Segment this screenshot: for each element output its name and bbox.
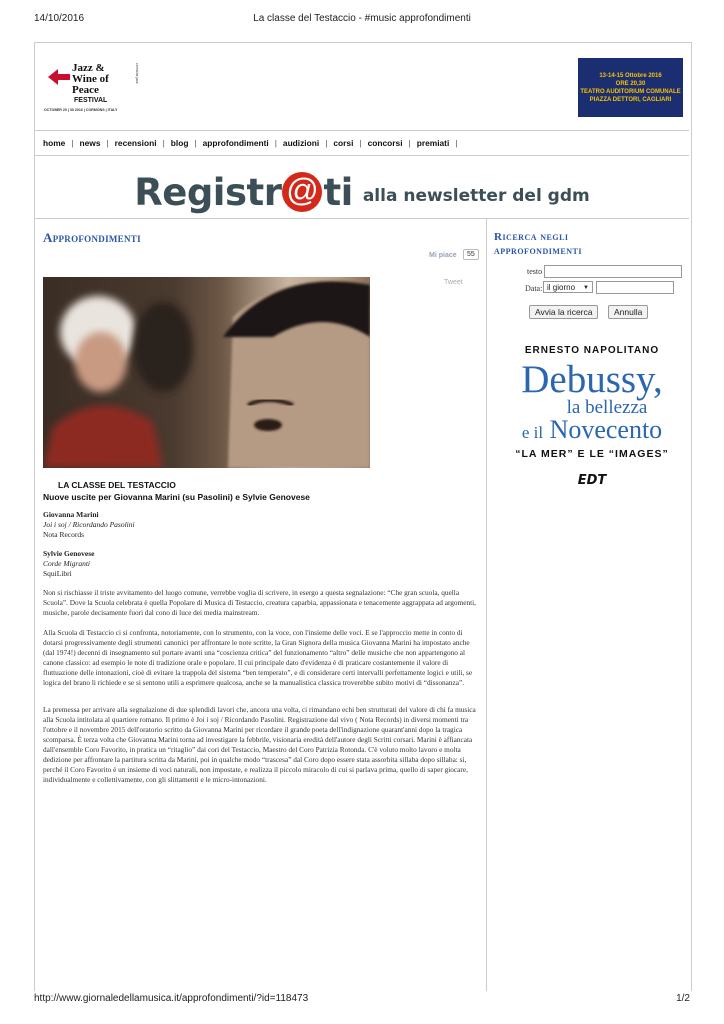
main-nav (35, 130, 689, 156)
logo-tagline: OCTOBER 20 | 30 2016 | CORMÒNS | ITALY (44, 108, 118, 112)
tweet-button[interactable]: Tweet (444, 279, 463, 286)
print-date: 14/10/2016 (34, 13, 85, 24)
ad-top-line2: ORE 20,30 (615, 80, 646, 87)
nav-separator: | (162, 138, 165, 148)
nav-blog[interactable]: blog (170, 138, 189, 148)
ad-book-title: Debussy, (521, 358, 663, 401)
nav-separator: | (408, 138, 411, 148)
nav-corsi[interactable]: corsi (333, 138, 354, 148)
banner-at-icon: @ (282, 172, 322, 212)
ad-top-line3: TEATRO AUDITORIUM COMUNALE (580, 88, 681, 95)
nav-separator: | (106, 138, 109, 148)
ad-top-line4: PIAZZA DETTORI, CAGLIARI (589, 96, 672, 103)
like-count: 55 (463, 249, 479, 260)
facebook-like-button[interactable]: Mi piace (429, 252, 457, 259)
search-text-label: testo (527, 267, 543, 276)
article-paragraph: Alla Scuola di Testaccio ci si confronta, notoriamente, con lo strumento, con la voce, con l'insieme delle voci. E se l'approccio mette in conto di dotarsi progressivamente degli strumenti canonici per affrontare le note scritte, la Gran Signora della musica Giovanna Marini ha impostato anche (dal 1974!) decenni di insegnamento sul portare avanti una “coscienza critica” del funzionamento “altro” delle musiche che non appartengono al canone classico: ad esempio le note di tradizione orale e popolare. Il cui principale dato d'evidenza è di praticare costantemente il valore di fluttuazione delle intonazioni, cioè di evitare la trappola del sistema “ben temperato”, e di considerare certi intervalli perfettamente logici e utili, se logica del brano li richiede e se si sentono utili a esprimere qualcosa, anche se la manualistica classica troverebbe subito motivi di “dissonanza”. (43, 628, 473, 687)
article-paragraph: Non si rischiasse il triste avvitamento del luogo comune, verrebbe voglia di scrivere, in esergo a questa segnalazione: “Che gran scuola, quella Scuola”. Dove la Scuola celebrata è quella Popolare di Musica di Testaccio, creatura caparbia, appassionata e tenacemente aggrappata ad argomenti, musiche, parole decisamente fuori dal cono di luce dei media mainstream. (43, 588, 476, 617)
article-title: LA CLASSE DEL TESTACCIO (58, 480, 176, 490)
ad-book-title-line3: e il Novecento (521, 415, 663, 444)
print-url: http://www.giornaledellamusica.it/approfondimenti/?id=118473 (34, 993, 309, 1004)
newsletter-banner[interactable] (35, 166, 689, 219)
release-item (43, 549, 94, 579)
sidebar-search-title: Ricerca negli approfondimenti (494, 231, 582, 257)
nav-news[interactable]: news (79, 138, 101, 148)
date-mode-select[interactable]: il giorno ▼ (543, 281, 593, 293)
nav-separator: | (194, 138, 197, 148)
ad-top-line1: 13-14-15 Ottobre 2016 (599, 72, 662, 79)
festival-logo[interactable] (44, 57, 154, 115)
article-heading (43, 480, 310, 502)
article-photo (43, 277, 370, 468)
section-title: Approfondimenti (43, 230, 141, 245)
article-subtitle: Nuove uscite per Giovanna Marini (su Pasolini) e Sylvie Genovese (43, 492, 310, 502)
nav-separator: | (359, 138, 362, 148)
logo-side: cormòns jazz (135, 63, 139, 84)
release-item (43, 510, 135, 540)
nav-separator: | (455, 138, 458, 148)
banner-word-end: ti (323, 170, 353, 214)
nav-separator: | (274, 138, 277, 148)
search-date-input[interactable] (596, 281, 674, 294)
ad-book-subtitle: “LA MER” E LE “IMAGES” (515, 448, 669, 460)
article-paragraph: La premessa per arrivare alla segnalazione di due splendidi lavori che, ancora una volta, ci rimandano echi ben strutturati del valore di chi fa musica alla Scuola intitolata al quartiere romano. Il primo è Joi i soj / Ricordando Pasolini. Registrazione dal vivo ( Nota Records) in diversi momenti tra l'ottobre e il novembre 2015 dell'oratorio scritto da Giovanna Marini per ricordare il grande poeta dell'indignazione quarant'anni dopo la tragica scomparsa. È terza volta che Giovanna Marini torna ad investigare la febbrile, visionaria eredità dell'autore degli Scritti corsari. Marini è affiancata dall'ensemble Coro Favorito, in pratica un “ritaglio” dai cori del Testaccio, Maestro del Coro Patrizia Rotonda. C'è voluto molto lavoro e molta dedizione per affrontare la partitura scritta da Marini, poi in qualche modo “trascesa” dal Coro dopo essere stata assorbita sillaba dopo sillaba: sì, perché il Coro Favorito è un insieme di voci naturali, non impostate, e realizza il piccolo miracolo di cui si parlava prima, quello di saper giocare, individualmente e collettivamente, con gli slittamenti e le micro-intonazioni. (43, 705, 476, 784)
search-text-input[interactable] (544, 265, 682, 278)
publisher-logo: EDT (577, 473, 607, 488)
print-title: La classe del Testaccio - #music approfondimenti (253, 13, 471, 24)
release-title: Corde Migranti (43, 559, 91, 568)
release-artist: Sylvie Genovese (43, 549, 95, 558)
cancel-button[interactable]: Annulla (608, 305, 648, 319)
logo-line2: Wine of (72, 73, 109, 85)
logo-line1: Jazz & (72, 62, 105, 74)
ad-book-author: ERNESTO NAPOLITANO (524, 345, 660, 356)
nav-separator: | (325, 138, 328, 148)
print-page-number: 1/2 (676, 993, 690, 1004)
nav-audizioni[interactable]: audizioni (282, 138, 320, 148)
release-artist: Giovanna Marini (43, 510, 99, 519)
banner-word-start: Registr (134, 170, 282, 214)
release-label: Nota Records (43, 530, 85, 539)
release-label: SquiLibri (43, 569, 72, 578)
logo-line3: Peace (72, 84, 99, 96)
ad-banner-top[interactable] (578, 58, 683, 117)
ad-book-title-line2: la bellezza (566, 397, 648, 418)
nav-premiati[interactable]: premiati (416, 138, 450, 148)
nav-separator: | (71, 138, 74, 148)
search-button[interactable]: Avvia la ricerca (529, 305, 598, 319)
chevron-down-icon: ▼ (583, 285, 589, 291)
search-date-label: Data: (525, 284, 543, 293)
banner-subtitle: alla newsletter del gdm (362, 186, 590, 206)
nav-home[interactable]: home (43, 138, 66, 148)
nav-recensioni[interactable]: recensioni (114, 138, 157, 148)
release-title: Joi i soj / Ricordando Pasolini (43, 520, 135, 529)
ad-book-debussy[interactable] (502, 340, 682, 500)
nav-approfondimenti[interactable]: approfondimenti (202, 138, 269, 148)
logo-line4: FESTIVAL (74, 97, 108, 104)
nav-concorsi[interactable]: concorsi (367, 138, 403, 148)
